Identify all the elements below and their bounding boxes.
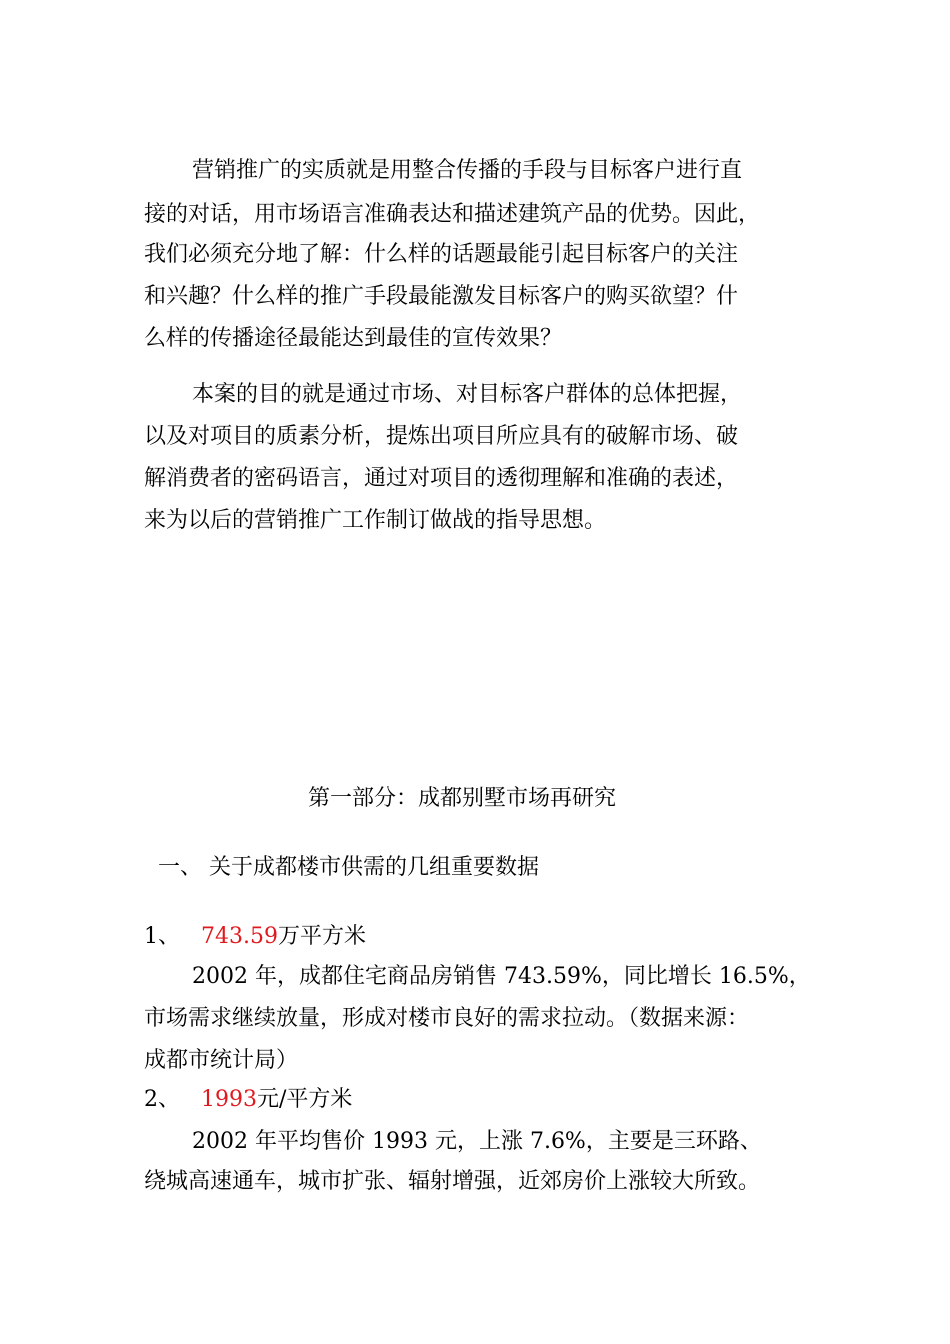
intro-p1-line-1: 营销推广的实质就是用整合传播的手段与目标客户进行直 (192, 158, 743, 183)
item-2-number: 2、 (144, 1087, 180, 1112)
section-title: 一、 关于成都楼市供需的几组重要数据 (158, 855, 539, 880)
item-2-unit: 元/平方米 (257, 1087, 353, 1112)
intro-p2-line-2: 以及对项目的质素分析，提炼出项目所应具有的破解市场、破 (144, 424, 739, 449)
item-1-unit: 万平方米 (277, 924, 366, 949)
intro-p2-line-4: 来为以后的营销推广工作制订做战的指导思想。 (144, 508, 607, 533)
item-1-number: 1、 (144, 924, 180, 949)
item-1-line-1: 2002 年，成都住宅商品房销售 743.59%，同比增长 16.5%， (192, 964, 811, 989)
intro-p1-line-3: 我们必须充分地了解：什么样的话题最能引起目标客户的关注 (144, 242, 739, 267)
intro-p1-line-4: 和兴趣？什么样的推广手段最能激发目标客户的购买欲望？什 (144, 284, 739, 309)
intro-p1-line-5: 么样的传播途径最能达到最佳的宣传效果？ (144, 326, 563, 351)
item-2-value: 1993 (201, 1087, 257, 1112)
item-1-line-3: 成都市统计局） (144, 1048, 299, 1073)
item-2-line-2: 绕城高速通车，城市扩张、辐射增强，近郊房价上涨较大所致。 (144, 1169, 761, 1194)
intro-p2-line-3: 解消费者的密码语言，通过对项目的透彻理解和准确的表述， (144, 466, 739, 491)
item-1-heading (144, 922, 366, 952)
part-title: 第一部分：成都别墅市场再研究 (308, 786, 617, 811)
intro-p2-line-1: 本案的目的就是通过市场、对目标客户群体的总体把握， (192, 382, 743, 407)
item-1-value: 743.59 (201, 924, 278, 949)
item-2-line-1: 2002 年平均售价 1993 元，上涨 7.6%，主要是三环路、 (192, 1129, 762, 1154)
intro-p1-line-2: 接的对话，用市场语言准确表达和描述建筑产品的优势。因此， (144, 202, 761, 227)
item-1-line-2: 市场需求继续放量，形成对楼市良好的需求拉动。（数据来源： (144, 1006, 750, 1031)
item-2-heading (144, 1085, 352, 1115)
